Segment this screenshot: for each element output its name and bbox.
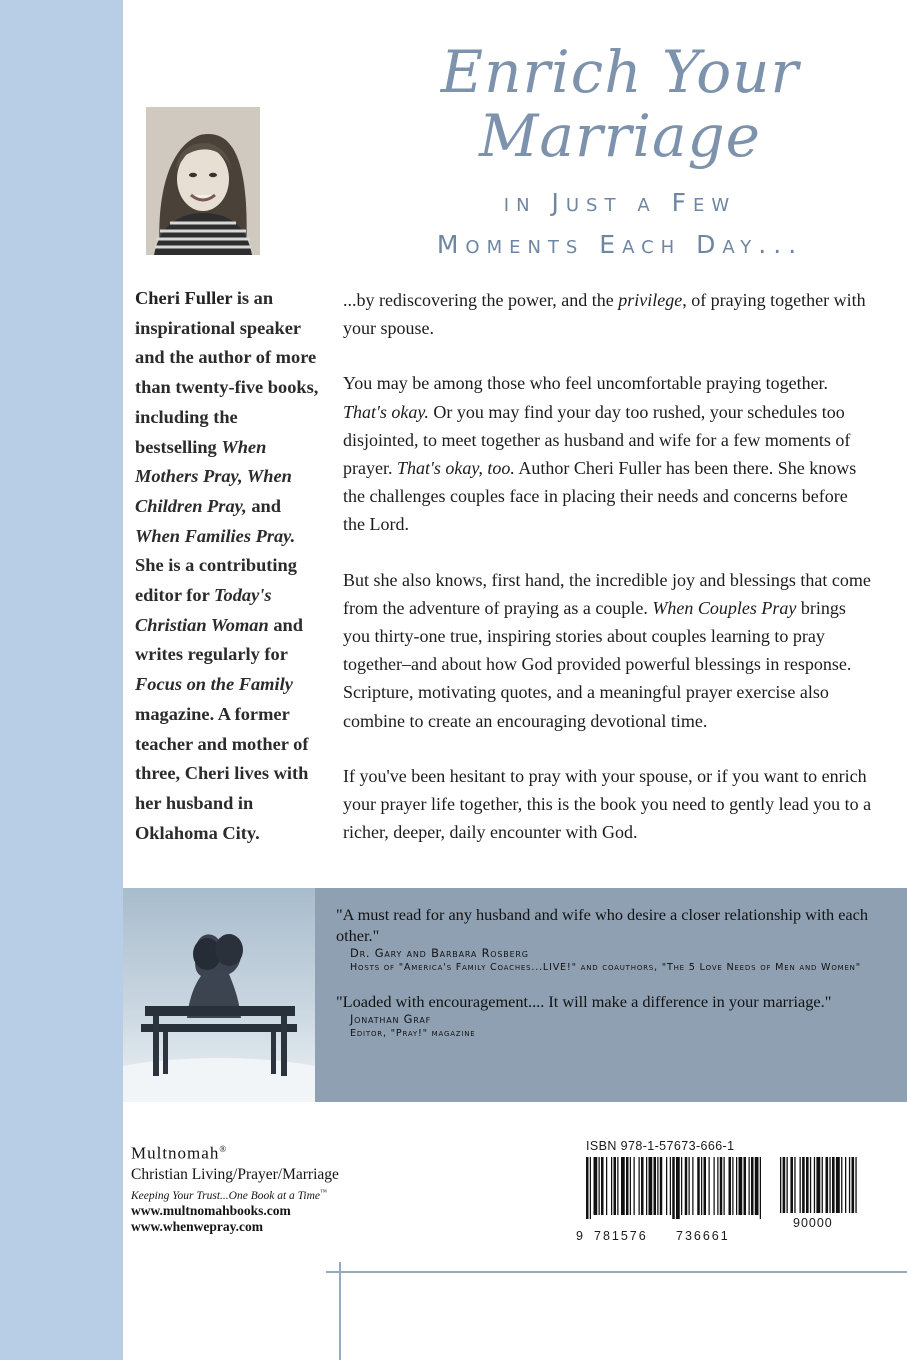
- left-color-strip: [0, 0, 123, 1360]
- barcode-bar: [611, 1157, 612, 1215]
- book-category: Christian Living/Prayer/Marriage: [131, 1165, 339, 1183]
- subtitle-line-2: Moments Each Day...: [436, 230, 804, 259]
- description: [343, 286, 873, 873]
- barcode-bar: [634, 1157, 635, 1215]
- barcode-lead-digit: 9: [576, 1229, 583, 1243]
- barcode-bar: [606, 1157, 607, 1215]
- isbn-label: ISBN 978-1-57673-666-1: [586, 1139, 735, 1153]
- barcode-bar: [649, 1157, 653, 1215]
- barcode-bar: [621, 1157, 625, 1215]
- tagline-text: Keeping Your Trust...One Book at a Time: [131, 1189, 321, 1202]
- quote-author: Dr. Gary and Barbara Rosberg: [350, 946, 529, 960]
- barcode-addon-bar: [849, 1157, 850, 1213]
- barcode-bar: [614, 1157, 617, 1215]
- barcode-bar: [660, 1157, 663, 1215]
- barcode-bar: [646, 1157, 647, 1215]
- text: brings you thirty-one true, inspiring stories about couples learning to pray together–and about how God provided powerful blessings in response. Scripture, motivating quotes, and a meaningful prayer exercise also combine to create an encouraging devotional time.: [343, 597, 852, 731]
- cover-title: [380, 40, 860, 168]
- barcode-bar: [626, 1157, 629, 1215]
- barcode-addon-bar: [800, 1157, 801, 1213]
- barcode-addon-bar: [806, 1157, 809, 1213]
- title-line-2: Marriage: [479, 102, 761, 170]
- title-line-1: Enrich Your: [440, 38, 800, 106]
- author-name: Cheri Fuller: [135, 288, 233, 308]
- barcode-bar: [666, 1157, 667, 1215]
- bio-text: She is a contributing editor for: [135, 555, 297, 606]
- isbn-barcode: [574, 1157, 864, 1219]
- bio-book-title: When Families Pray.: [135, 525, 296, 546]
- barcode-bar: [676, 1157, 680, 1219]
- emphasis: That's okay, too.: [396, 458, 515, 479]
- text: Author Cheri Fuller has been there. She knows the challenges couples face in placing their needs and concerns before the Lord.: [343, 458, 857, 535]
- barcode-bar: [689, 1157, 690, 1215]
- barcode-addon-bar: [787, 1157, 788, 1213]
- text: Or you may find your day too rushed, your schedules too disjointed, to meet together as husband and wife for a few moments of prayer.: [343, 401, 851, 479]
- description-paragraph: [343, 286, 873, 342]
- barcode-addon-bar: [783, 1157, 786, 1213]
- barcode-bar: [736, 1157, 737, 1215]
- publisher-block: [131, 1138, 411, 1235]
- barcode-addon-bar: [829, 1157, 830, 1213]
- barcode-addon-bar: [790, 1157, 793, 1213]
- bio-book-titles: When Mothers Pray, When Children Pray,: [135, 436, 292, 516]
- barcode-bar: [751, 1157, 754, 1215]
- trademark-mark: ™: [320, 1187, 327, 1196]
- barcode-bar: [724, 1157, 725, 1215]
- barcode-addon-bar: [814, 1157, 815, 1213]
- brand-text: Multnomah: [131, 1143, 220, 1163]
- barcode-bar: [701, 1157, 702, 1215]
- description-paragraph: [343, 369, 873, 538]
- bio-text: magazine. A former teacher and mother of three, Cheri lives with her husband in Oklahoma City.: [135, 703, 309, 843]
- bio-text: and writes regularly for: [135, 614, 303, 665]
- barcode-bar: [670, 1157, 671, 1215]
- subtitle-line-1: in Just a Few: [503, 188, 737, 217]
- barcode-bar: [685, 1157, 688, 1215]
- barcode-bar: [749, 1157, 750, 1215]
- author-bio: [135, 284, 320, 848]
- barcode-group-2: 736661: [676, 1229, 730, 1243]
- registered-mark: ®: [219, 1144, 228, 1154]
- text: But she also knows, first hand, the incredible joy and blessings that come from the adventure of praying as a couple.: [343, 569, 871, 618]
- barcode-bar: [617, 1157, 618, 1215]
- barcode-bar: [639, 1157, 640, 1215]
- barcode-bar: [672, 1157, 675, 1219]
- publisher-name: [131, 1138, 411, 1165]
- barcode-bar: [720, 1157, 723, 1215]
- barcode-addon-bar: [855, 1157, 856, 1213]
- barcode-bar: [714, 1157, 715, 1215]
- barcode-bar: [590, 1157, 591, 1219]
- emphasis: That's okay.: [343, 401, 429, 422]
- barcode-addon-bar: [836, 1157, 840, 1213]
- barcode-addon-bar: [841, 1157, 842, 1213]
- barcode-bar: [599, 1157, 600, 1215]
- bio-text: is an inspirational speaker and the author of more than twenty-five books, including the bestselling: [135, 288, 319, 457]
- barcode-bar: [755, 1157, 759, 1215]
- barcode-bar: [704, 1157, 707, 1215]
- book-title: When Couples Pray: [652, 597, 797, 618]
- barcode-bar: [739, 1157, 743, 1215]
- barcode-addon-digits: 90000: [793, 1216, 833, 1230]
- barcode-bar: [692, 1157, 693, 1215]
- publisher-url[interactable]: www.multnomahbooks.com: [131, 1203, 291, 1219]
- barcode-addon-bar: [810, 1157, 811, 1213]
- barcode-bar: [729, 1157, 732, 1215]
- quote-author-role: Editor, "Pray!" magazine: [350, 1028, 476, 1039]
- description-paragraph: If you've been hesitant to pray with your spouse, or if you want to enrich your prayer life together, this is the book you need to gently lead you to a richer, deeper, daily encounter with God.: [343, 765, 872, 843]
- description-paragraph: [343, 566, 873, 735]
- barcode-addon-bar: [845, 1157, 846, 1213]
- barcode-bar: [630, 1157, 631, 1215]
- barcode-addon-bar: [794, 1157, 795, 1213]
- barcode-bar: [601, 1157, 604, 1215]
- barcode-bar: [760, 1157, 761, 1219]
- endorsement-2: [336, 991, 876, 1041]
- quote-text: "A must read for any husband and wife who desire a closer relationship with each other.": [336, 905, 869, 945]
- quote-author-role: Hosts of "America's Family Coaches...LIVE!" and coauthors, "The 5 Love Needs of Men and Women": [350, 962, 861, 973]
- barcode-bar: [697, 1157, 700, 1215]
- barcode-addon-bar: [780, 1157, 781, 1213]
- barcode-addon-bar: [802, 1157, 805, 1213]
- quote-author: Jonathan Graf: [350, 1012, 432, 1026]
- barcode-bar: [681, 1157, 682, 1215]
- endorsement-1: [336, 904, 876, 975]
- barcode-bar: [732, 1157, 733, 1215]
- barcode-bar: [594, 1157, 598, 1215]
- barcode-addon-bar: [826, 1157, 829, 1213]
- quote-text: "Loaded with encouragement.... It will make a difference in your marriage.": [336, 992, 832, 1011]
- decorative-rule-horizontal: [326, 1271, 907, 1273]
- text: ...by rediscovering the power, and the: [343, 290, 619, 310]
- barcode-addon-bar: [832, 1157, 835, 1213]
- barcode-bar: [744, 1157, 747, 1215]
- publisher-tagline: [131, 1184, 411, 1204]
- bio-magazine-title: Focus on the Family: [135, 674, 293, 695]
- decorative-rule-vertical: [339, 1262, 341, 1360]
- barcode-bar: [641, 1157, 644, 1215]
- barcode-bar: [654, 1157, 657, 1215]
- author-photo: [146, 107, 260, 255]
- barcode-bar: [657, 1157, 658, 1215]
- barcode-group-1: 781576: [594, 1229, 648, 1243]
- barcode-bar: [586, 1157, 589, 1219]
- barcode-addon-bar: [816, 1157, 820, 1213]
- bio-magazine-title: Today's Christian Woman: [135, 585, 272, 635]
- cover-subtitle: [380, 182, 860, 266]
- text: You may be among those who feel uncomfortable praying together.: [343, 373, 829, 394]
- book-url[interactable]: www.whenwepray.com: [131, 1219, 263, 1235]
- text: , of praying together with your spouse.: [343, 290, 866, 339]
- bio-text: and: [246, 495, 281, 516]
- endorsements: [336, 904, 876, 1041]
- barcode-addon-bar: [822, 1157, 823, 1213]
- emphasis: privilege: [618, 290, 683, 310]
- barcode-bar: [709, 1157, 710, 1215]
- barcode-bar: [717, 1157, 718, 1215]
- barcode-addon-bar: [852, 1157, 855, 1213]
- couple-on-bench-photo: [123, 888, 315, 1102]
